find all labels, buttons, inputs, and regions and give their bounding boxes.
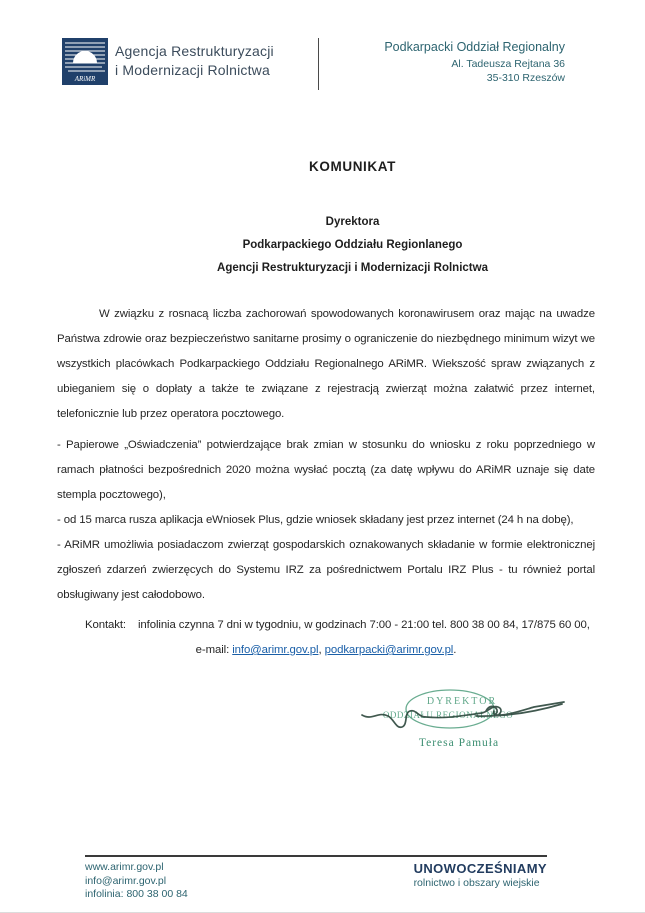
logo-acronym: ARiMR xyxy=(74,75,96,83)
email-separator: , xyxy=(318,644,325,656)
bullet-item-1: - Papierowe „Oświadczenia” potwierdzające brak zmian w stosunku do wniosku z roku poprzedniego w ramach płatności bezpośrednich 2020 można wysłać pocztą (za datę wpływu do ARiMR uznaje się date stempla pocztowego), xyxy=(57,439,595,501)
footer xyxy=(85,855,547,902)
contact-email-line xyxy=(57,638,595,663)
footer-slogan: UNOWOCZEŚNIAMY xyxy=(413,861,547,876)
email-link-info[interactable]: info@arimr.gov.pl xyxy=(232,644,319,656)
letterhead xyxy=(62,38,582,96)
bullet-item-2: - od 15 marca rusza aplikacja eWniosek Plus, gdzie wniosek składany jest przez internet (24 h na dobę), xyxy=(57,514,574,526)
email-terminator: . xyxy=(453,644,457,656)
office-name: Podkarpacki Oddział Regionalny xyxy=(384,40,565,54)
stamp-title: DYREKTOR xyxy=(426,696,498,707)
contact-info xyxy=(57,613,595,663)
agency-name-line2: i Modernizacji Rolnictwa xyxy=(115,62,270,78)
regional-office-address xyxy=(384,40,565,85)
arimr-logo-icon xyxy=(62,38,108,85)
footer-email: info@arimr.gov.pl xyxy=(85,874,167,887)
document-subtitle xyxy=(58,211,645,280)
document-body xyxy=(57,302,595,663)
contact-line1: infolinia czynna 7 dni w tygodniu, w godzinach 7:00 - 21:00 tel. 800 38 00 84, 17/875 60 00, xyxy=(138,619,590,631)
footer-website: www.arimr.gov.pl xyxy=(85,861,164,873)
email-link-podkarpacki[interactable]: podkarpacki@arimr.gov.pl xyxy=(324,644,454,656)
header-divider xyxy=(318,38,319,90)
stamp-and-signature xyxy=(358,683,570,763)
signer-name: Teresa Pamuła xyxy=(418,737,500,749)
subtitle-line-3: Agencji Restrukturyzacji i Modernizacji Rolnictwa xyxy=(217,262,488,274)
agency-name-line1: Agencja Restrukturyzacji xyxy=(115,43,274,59)
document-title: KOMUNIKAT xyxy=(309,159,396,174)
email-label: e-mail: xyxy=(195,644,233,656)
stamp-subtitle: ODDZIAŁU REGIONALNEGO xyxy=(382,710,514,720)
bullet-item-3: - ARiMR umożliwia posiadaczom zwierząt gospodarskich oznakowanych składanie w formie elektronicznej zgłoszeń zdarzeń zwierzęcych do Systemu IRZ za pośrednictwem Portalu IRZ Plus - tu również portal obsługiwany jest całodobowo. xyxy=(57,539,595,601)
footer-slogan-tagline: rolnictwo i obszary wiejskie xyxy=(413,877,540,889)
subtitle-line-2: Podkarpackiego Oddziału Regionlanego xyxy=(242,239,463,251)
office-city: 35-310 Rzeszów xyxy=(486,72,565,84)
footer-contact-block xyxy=(85,861,188,902)
intro-paragraph: W związku z rosnacą liczba zachorowań spowodowanych koronawirusem oraz mając na uwadze Państwa zdrowie oraz bezpieczeństwo sanitarne prosimy o ograniczenie do niezbędnego minimum wizyt we wszystkich placówkach Podkarpackiego Oddziału Regionalnego ARiMR. Wiekszość spraw związanych z ubieganiem się o dopłaty a także te związane z rejestracją zwierząt można załatwić przez internet, telefonicznie lub przez operatora pocztowego. xyxy=(57,308,595,420)
contact-label: Kontakt: xyxy=(85,619,126,631)
office-street: Al. Tadeusza Rejtana 36 xyxy=(451,58,565,70)
footer-slogan-block xyxy=(414,861,547,890)
footer-infoline: infolinia: 800 38 00 84 xyxy=(85,888,188,900)
subtitle-line-1: Dyrektora xyxy=(325,216,380,228)
agency-name xyxy=(115,42,274,80)
